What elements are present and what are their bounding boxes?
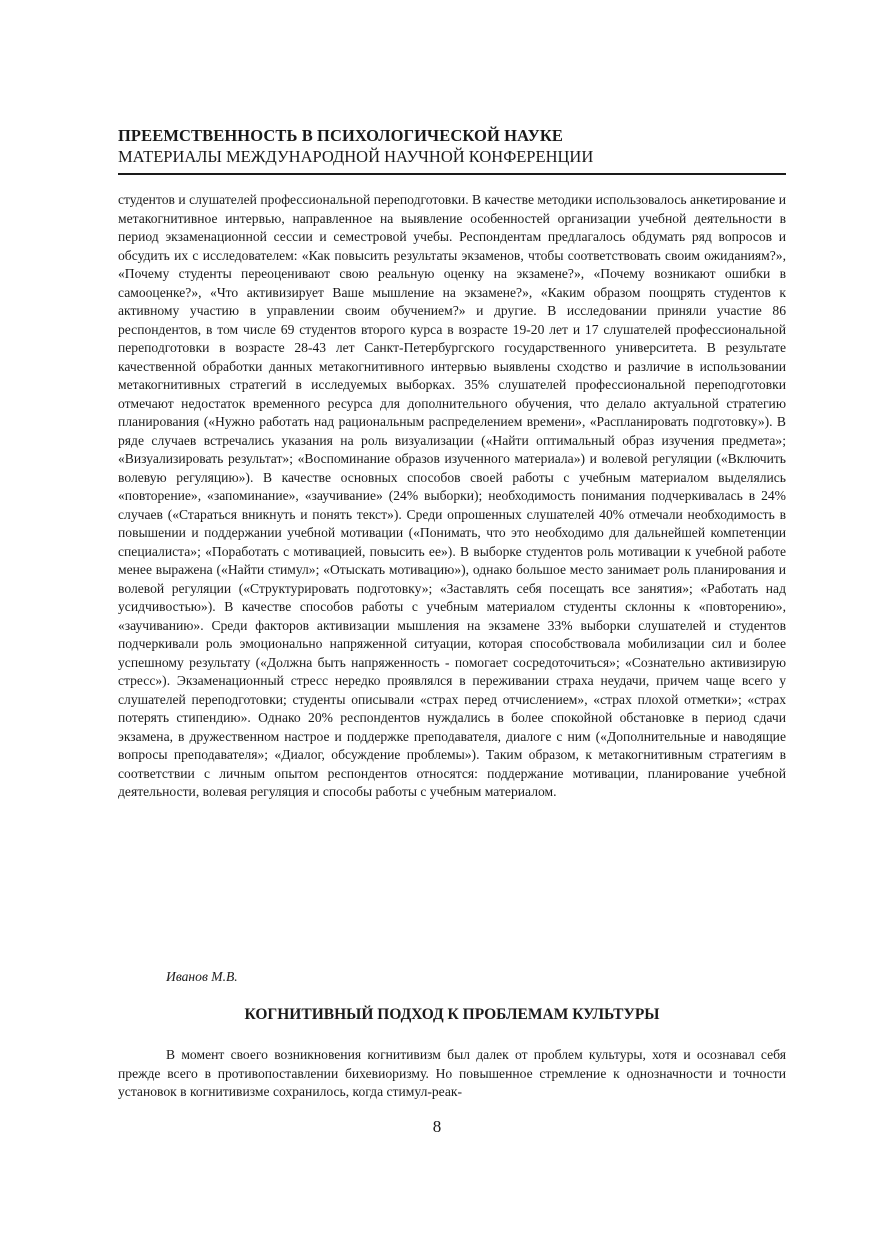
article-body [118,1046,786,1102]
running-header [118,125,786,167]
journal-title: ПРЕЕМСТВЕННОСТЬ В ПСИХОЛОГИЧЕСКОЙ НАУКЕ [118,126,564,145]
journal-subtitle: МАТЕРИАЛЫ МЕЖДУНАРОДНОЙ НАУЧНОЙ КОНФЕРЕНЦИИ [118,147,594,166]
page-number: 8 [432,1117,442,1136]
previous-article-body [118,191,786,802]
article-paragraph: В момент своего возникновения когнитивизм был далек от проблем культуры, хотя и осознавал себя прежде всего в противопоставлении бихевиоризму. Но повышенное стремление к однозначности и точности установок в когнитивизме сохранилось, когда стимул-реак- [118,1047,786,1099]
body-paragraph: студентов и слушателей профессиональной переподготовки. В качестве методики использовалось анкетирование и метакогнитивное интервью, направленное на выявление особенностей организации учебной деятельности в период экзаменационной сессии и семестровой учебы. Респондентам предлагалось обдумать ряд вопросов и обсудить их с исследователем: «Как повысить результаты экзаменов, чтобы соответствовать своим ожиданиям?», «Почему студенты переоценивают свою реальную оценку на экзамене?», «Почему возникают ошибки в самооценке?», «Что активизирует Ваше мышление на экзамене?», «Каким образом поощрять студентов к активному участию в управлении своим обучением?» и другие. В исследовании приняли участие 86 респондентов, в том числе 69 студентов второго курса в возрасте 19-20 лет и 17 слушателей профессиональной переподготовки в возрасте 28-43 лет Санкт-Петербургского государственного университета. В результате качественной обработки данных метакогнитивного интервью выявлены сходство и различие в использовании метакогнитивных стратегий в исследуемых выборках. 35% слушателей профессиональной переподготовки отмечают недостаток временного ресурса для дополнительного обучения, что делало актуальной стратегию планирования («Нужно работать над рациональным распределением времени», «Распланировать подготовку»). В ряде случаев встречались указания на роль визуализации («Найти оптимальный образ изучения предмета»; «Визуализировать результат»; «Воспоминание образов изученного материала») и волевой регуляции («Включить волевую регуляцию»). В качестве основных способов своей работы с учебным материалом выделялись «повторение», «запоминание», «заучивание» (24% выборки); необходимость понимания подчеркивалась в 24% случаев («Стараться вникнуть и понять текст»). Среди опрошенных слушателей 40% отмечали необходимость в повышении и поддержании учебной мотивации («Понимать, что это необходимо для дальнейшей компетенции специалиста»; «Поработать с мотивацией, повысить ее»). В выборке студентов роль мотивации к учебной работе менее выражена («Найти стимул»; «Отыскать мотивацию»), однако большое место занимает роль планирования и волевой регуляции («Структурировать подготовку»; «Заставлять себя посещать все занятия»; «Работать над усидчивостью»). В качестве способов работы с учебным материалом студенты склонны к «повторению», «заучиванию». Среди факторов активизации мышления на экзамене 33% выборки слушателей и студентов подчеркивали роль эмоционально напряженной ситуации, которая способствовала мобилизации сил и более успешному результату («Должна быть напряженность - помогает сосредоточиться»; «Сознательно активизирую стресс»). Экзаменационный стресс нередко проявлялся в переживании страха неудачи, причем чаще всего у слушателей переподготовки; студенты описывали «страх перед отчислением», «страх плохой отметки»; «страх потерять стипендию». Однако 20% респондентов нуждались в более спокойной обстановке в период сдачи экзамена, в дружественном настрое и поддержке преподавателя, диалоге с ним («Дополнительные и наводящие вопросы преподавателя»; «Диалог, обсуждение проблемы»). Таким образом, к метакогнитивным стратегиям в соответствии с личным опытом респондентов относятся: поддержание мотивации, планирование учебной деятельности, волевая регуляция и способы работы с учебным материалом. [118,192,786,799]
header-divider [118,173,786,175]
article-author: Иванов М.В. [166,969,238,984]
article-title: КОГНИТИВНЫЙ ПОДХОД К ПРОБЛЕМАМ КУЛЬТУРЫ [244,1006,660,1023]
